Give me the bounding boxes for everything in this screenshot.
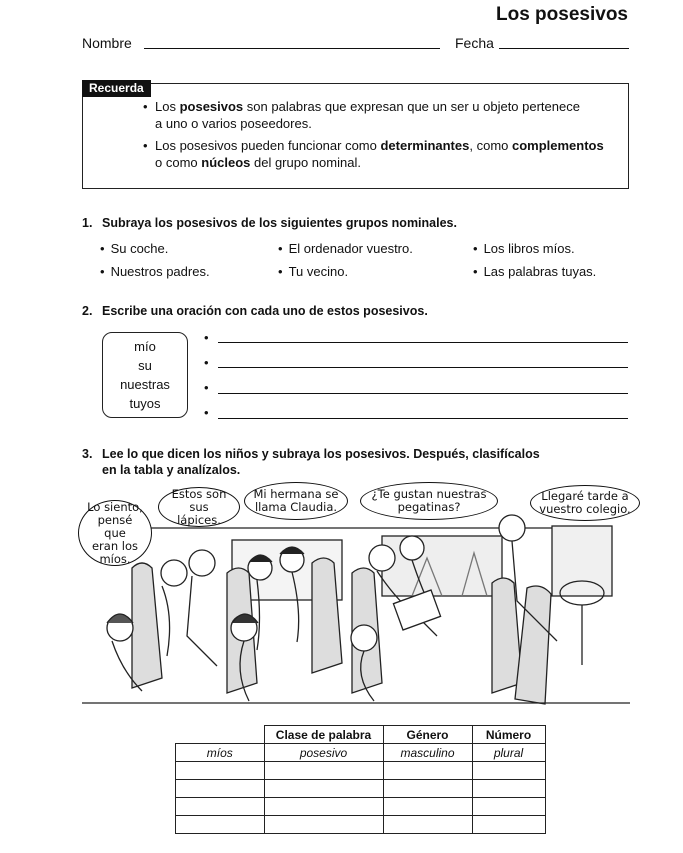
table-cell[interactable] bbox=[383, 816, 472, 834]
table-cell[interactable] bbox=[383, 762, 472, 780]
word: su bbox=[138, 358, 152, 373]
table-cell[interactable] bbox=[176, 798, 265, 816]
table-cell: plural bbox=[472, 744, 545, 762]
speech-bubble-4: ¿Te gustan nuestras pegatinas? bbox=[360, 482, 498, 520]
table-row bbox=[176, 744, 546, 762]
table-row[interactable] bbox=[176, 762, 546, 780]
table-header: Clase de palabra bbox=[264, 726, 383, 744]
table-cell[interactable] bbox=[472, 762, 545, 780]
answer-line[interactable] bbox=[218, 367, 628, 368]
question-3: 3. Lee lo que dicen los niños y subraya los posesivos. Después, clasifícalos en la tabla y analízalos. bbox=[82, 447, 540, 477]
answer-line[interactable] bbox=[218, 393, 628, 394]
word: mío bbox=[134, 339, 156, 354]
date-label: Fecha bbox=[455, 35, 494, 51]
table-row[interactable] bbox=[176, 798, 546, 816]
date-field[interactable] bbox=[499, 48, 629, 49]
table-cell[interactable] bbox=[264, 762, 383, 780]
table-row[interactable] bbox=[176, 816, 546, 834]
table-cell[interactable] bbox=[472, 816, 545, 834]
recuerda-bullet-2: • Los posesivos pueden funcionar como determinantes, como complementos o como núcleos del grupo nominal. bbox=[143, 138, 604, 170]
table-header: Género bbox=[383, 726, 472, 744]
answer-bullet: • bbox=[204, 380, 209, 395]
question-1: 1. Subraya los posesivos de los siguientes grupos nominales. bbox=[82, 216, 457, 230]
table-cell[interactable] bbox=[176, 780, 265, 798]
classification-table bbox=[175, 725, 546, 834]
speech-bubble-5: Llegaré tarde a vuestro colegio. bbox=[530, 485, 640, 521]
table-header-row bbox=[176, 726, 546, 744]
table-cell[interactable] bbox=[176, 762, 265, 780]
answer-bullet: • bbox=[204, 330, 209, 345]
table-cell: masculino bbox=[383, 744, 472, 762]
recuerda-bullet-1: • Los posesivos son palabras que expresan que un ser u objeto pertenece a uno o varios poseedores. bbox=[143, 99, 580, 131]
q1-option[interactable]: • Las palabras tuyas. bbox=[473, 264, 596, 279]
table-corner bbox=[176, 726, 265, 744]
answer-bullet: • bbox=[204, 405, 209, 420]
q1-option[interactable]: • El ordenador vuestro. bbox=[278, 241, 413, 256]
table-cell: posesivo bbox=[264, 744, 383, 762]
answer-line[interactable] bbox=[218, 342, 628, 343]
q1-option[interactable]: • Nuestros padres. bbox=[100, 264, 210, 279]
recuerda-tag: Recuerda bbox=[82, 80, 151, 97]
table-cell[interactable] bbox=[264, 798, 383, 816]
name-label: Nombre bbox=[82, 35, 132, 51]
speech-bubble-2: Estos son sus lápices. bbox=[158, 487, 240, 527]
speech-bubble-1: Lo siento, pensé que eran los míos. bbox=[78, 500, 152, 566]
word: nuestras bbox=[120, 377, 170, 392]
name-field[interactable] bbox=[144, 48, 440, 49]
table-row[interactable] bbox=[176, 780, 546, 798]
table-cell[interactable] bbox=[472, 780, 545, 798]
table-cell[interactable] bbox=[383, 798, 472, 816]
answer-line[interactable] bbox=[218, 418, 628, 419]
table-cell[interactable] bbox=[264, 780, 383, 798]
table-cell[interactable] bbox=[383, 780, 472, 798]
q1-option[interactable]: • Su coche. bbox=[100, 241, 168, 256]
table-header: Número bbox=[472, 726, 545, 744]
table-cell[interactable] bbox=[264, 816, 383, 834]
word-box bbox=[102, 332, 188, 418]
page-title: Los posesivos bbox=[496, 4, 628, 25]
answer-bullet: • bbox=[204, 355, 209, 370]
word: tuyos bbox=[129, 396, 161, 411]
table-cell[interactable] bbox=[472, 798, 545, 816]
table-cell: míos bbox=[176, 744, 265, 762]
question-2: 2. Escribe una oración con cada uno de estos posesivos. bbox=[82, 304, 428, 318]
speech-bubble-3: Mi hermana se llama Claudia. bbox=[244, 482, 348, 520]
q1-option[interactable]: • Tu vecino. bbox=[278, 264, 348, 279]
q1-option[interactable]: • Los libros míos. bbox=[473, 241, 575, 256]
table-cell[interactable] bbox=[176, 816, 265, 834]
